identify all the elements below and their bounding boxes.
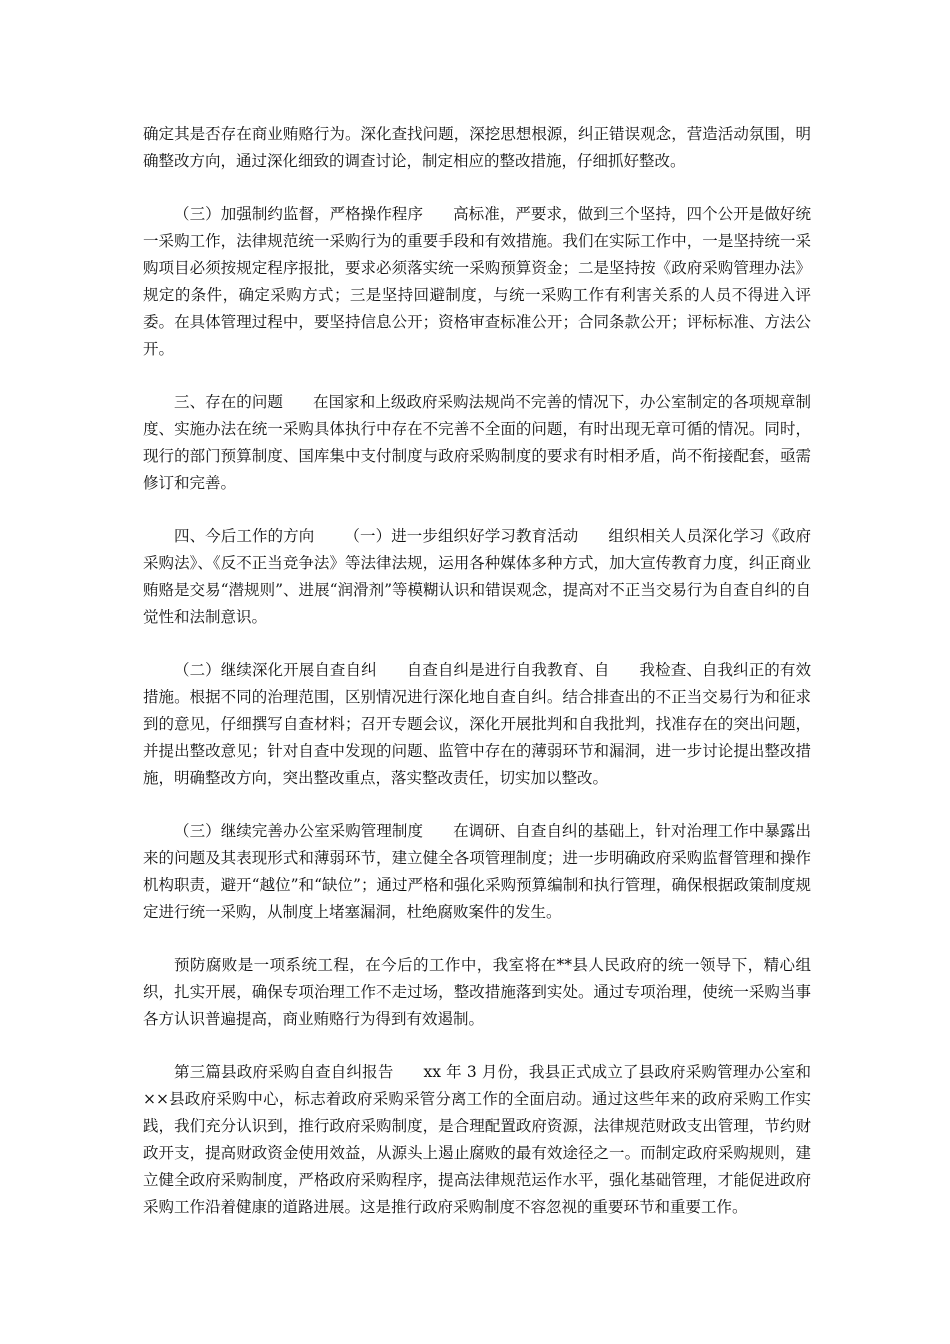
section-heading: （三）加强制约监督，严格操作程序	[174, 205, 424, 223]
paragraph	[143, 952, 811, 1033]
subsection-heading: （三）继续完善办公室采购管理制度	[174, 822, 424, 840]
paragraph-text: 自查自纠是进行自我教育、自	[406, 661, 610, 679]
document-body	[143, 121, 811, 1247]
section-heading: 三、存在的问题	[174, 393, 283, 411]
section-heading: 四、今后工作的方向	[174, 527, 315, 545]
paragraph-text: 我检查、自我纠正的有效措施。根据不同的治理范围，区别情况进行深化地自查自纠。结合排查出的不正当交易行为和征求到的意见，仔细撰写自查材料；召开专题会议，深化开展批判和自我批判，找准存在的突出问题，并提出整改意见；针对自查中发现的问题、监管中存在的薄弱环节和漏洞，进一步讨论提出整改措施，明确整改方向，突出整改重点，落实整改责任，切实加以整改。	[143, 661, 811, 787]
paragraph	[143, 818, 811, 926]
paragraph-text: 预防腐败是一项系统工程，在今后的工作中，我室将在**县人民政府的统一领导下，精心组织，扎实开展，确保专项治理工作不走过场，整改措施落到实处。通过专项治理，使统一采购当事各方认识普遍提高，商业贿赂行为得到有效遏制。	[143, 956, 811, 1028]
paragraph-text: xx 年 3 月份，我县正式成立了县政府采购管理办公室和××县政府采购中心，标志着政府采购采管分离工作的全面启动。通过这些年来的政府采购工作实践，我们充分认识到，推行政府采购制度，是合理配置政府资源，法律规范财政支出管理，节约财政开支，提高财政资金使用效益，从源头上遏止腐败的最有效途径之一。而制定政府采购规则，建立健全政府采购制度，严格政府采购程序，提高法律规范运作水平，强化基础管理，才能促进政府采购工作沿着健康的道路进展。这是推行政府采购制度不容忽视的重要环节和重要工作。	[143, 1063, 811, 1216]
paragraph-text: 高标准，严要求，做到三个坚持，四个公开是做好统一采购工作，法律规范统一采购行为的重要手段和有效措施。我们在实际工作中，一是坚持统一采购项目必须按规定程序报批，要求必须落实统一采购预算资金；二是坚持按《政府采购管理办法》规定的条件，确定采购方式；三是坚持回避制度，与统一采购工作有利害关系的人员不得进入评委。在具体管理过程中，要坚持信息公开；资格审查标准公开；合同条款公开；评标标准、方法公开。	[143, 205, 811, 358]
paragraph-text: 在调研、自查自纠的基础上，针对治理工作中暴露出来的问题及其表现形式和薄弱环节，建立健全各项管理制度；进一步明确政府采购监督管理和操作机构职责，避开“越位”和“缺位”；通过严格和强化采购预算编制和执行管理，确保根据政策制度规定进行统一采购，从制度上堵塞漏洞，杜绝腐败案件的发生。	[143, 822, 811, 921]
paragraph	[143, 523, 811, 631]
paragraph-text: 组织相关人员深化学习《政府采购法》、《反不正当竞争法》等法律法规，运用各种媒体多种方式，加大宣传教育力度，纠正商业贿赂是交易“潜规则”、进展“润滑剂”等模糊认识和错误观念，提高对不正当交易行为自查自纠的自觉性和法制意识。	[143, 527, 811, 626]
article-title: 第三篇县政府采购自查自纠报告	[174, 1063, 394, 1081]
paragraph	[143, 389, 811, 497]
paragraph	[143, 121, 811, 175]
paragraph	[143, 201, 811, 363]
paragraph	[143, 1059, 811, 1221]
subsection-heading: （一）进一步组织好学习教育活动	[344, 527, 579, 545]
subsection-heading: （二）继续深化开展自查自纠	[174, 661, 377, 679]
paragraph-text: 在国家和上级政府采购法规尚不完善的情况下，办公室制定的各项规章制度、实施办法在统一采购具体执行中存在不完善不全面的问题，有时出现无章可循的情况。同时，现行的部门预算制度、国库集中支付制度与政府采购制度的要求有时相矛盾，尚不衔接配套，亟需修订和完善。	[143, 393, 811, 492]
paragraph-text: 确定其是否存在商业贿赂行为。深化查找问题，深挖思想根源，纠正错误观念，营造活动氛围，明确整改方向，通过深化细致的调查讨论，制定相应的整改措施，仔细抓好整改。	[143, 125, 811, 170]
paragraph	[143, 657, 811, 792]
